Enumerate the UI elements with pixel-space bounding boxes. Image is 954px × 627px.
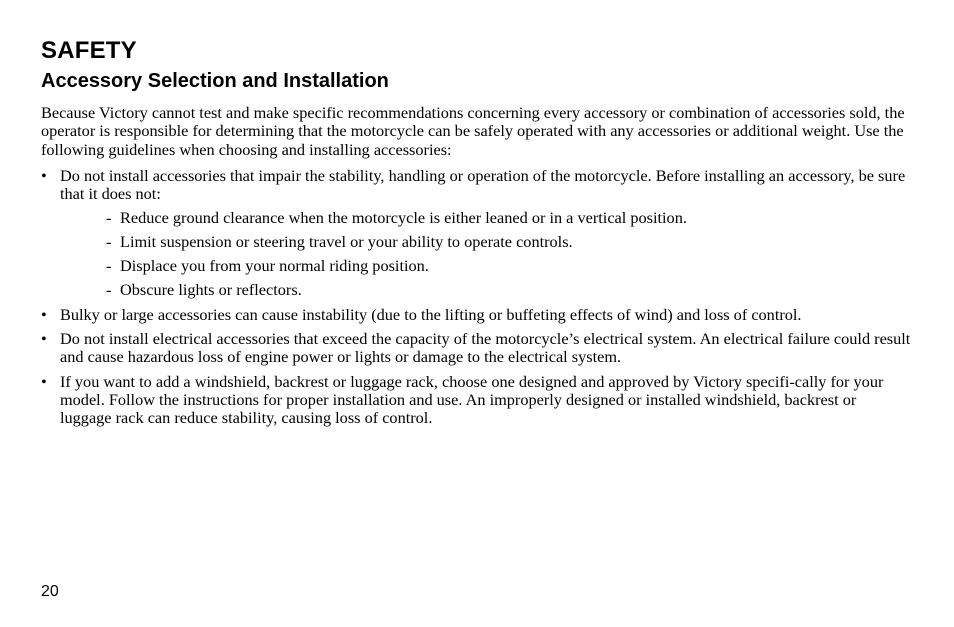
bullet-text: Bulky or large accessories can cause instability (due to the lifting or buffeting effects of wind) and loss of control. xyxy=(60,304,802,324)
bullet-text: If you want to add a windshield, backrest or luggage rack, choose one designed and approved by Victory specifi-cally for your model. Follow the instructions for proper installation and use. An improperly designed or installed windshield, backrest or luggage rack can reduce stability, causing loss of control. xyxy=(60,371,884,428)
sub-list-item: - Limit suspension or steering travel or your ability to operate controls. xyxy=(106,233,911,251)
section-title: SAFETY xyxy=(41,37,137,64)
list-item xyxy=(41,373,911,428)
page-number: 20 xyxy=(41,583,59,600)
sub-list-item: - Displace you from your normal riding position. xyxy=(106,257,911,275)
subsection-title: Accessory Selection and Installation xyxy=(41,70,389,92)
sub-list xyxy=(60,209,911,299)
guidelines-list xyxy=(41,167,911,428)
sub-list-item: - Obscure lights or reflectors. xyxy=(106,281,911,299)
list-item xyxy=(41,306,911,324)
list-item xyxy=(41,330,911,367)
bullet-text: Do not install electrical accessories that exceed the capacity of the motorcycle’s electrical system. An electrical failure could result and cause hazardous loss of engine power or lights or damage to the electrical system. xyxy=(60,329,911,367)
bullet-text: Do not install accessories that impair the stability, handling or operation of the motorcycle. Before installing an accessory, be sure that it does not: xyxy=(60,165,906,204)
list-item xyxy=(41,167,911,300)
intro-paragraph: Because Victory cannot test and make specific recommendations concerning every accessory or combination of accessories sold, the operator is responsible for determining that the motorcycle can be safely operated with any accessories or additional weight. Use the following guidelines when choosing and installing accessories: xyxy=(41,103,905,159)
sub-list-item: - Reduce ground clearance when the motorcycle is either leaned or in a vertical position. xyxy=(106,209,911,227)
manual-page xyxy=(41,36,911,434)
